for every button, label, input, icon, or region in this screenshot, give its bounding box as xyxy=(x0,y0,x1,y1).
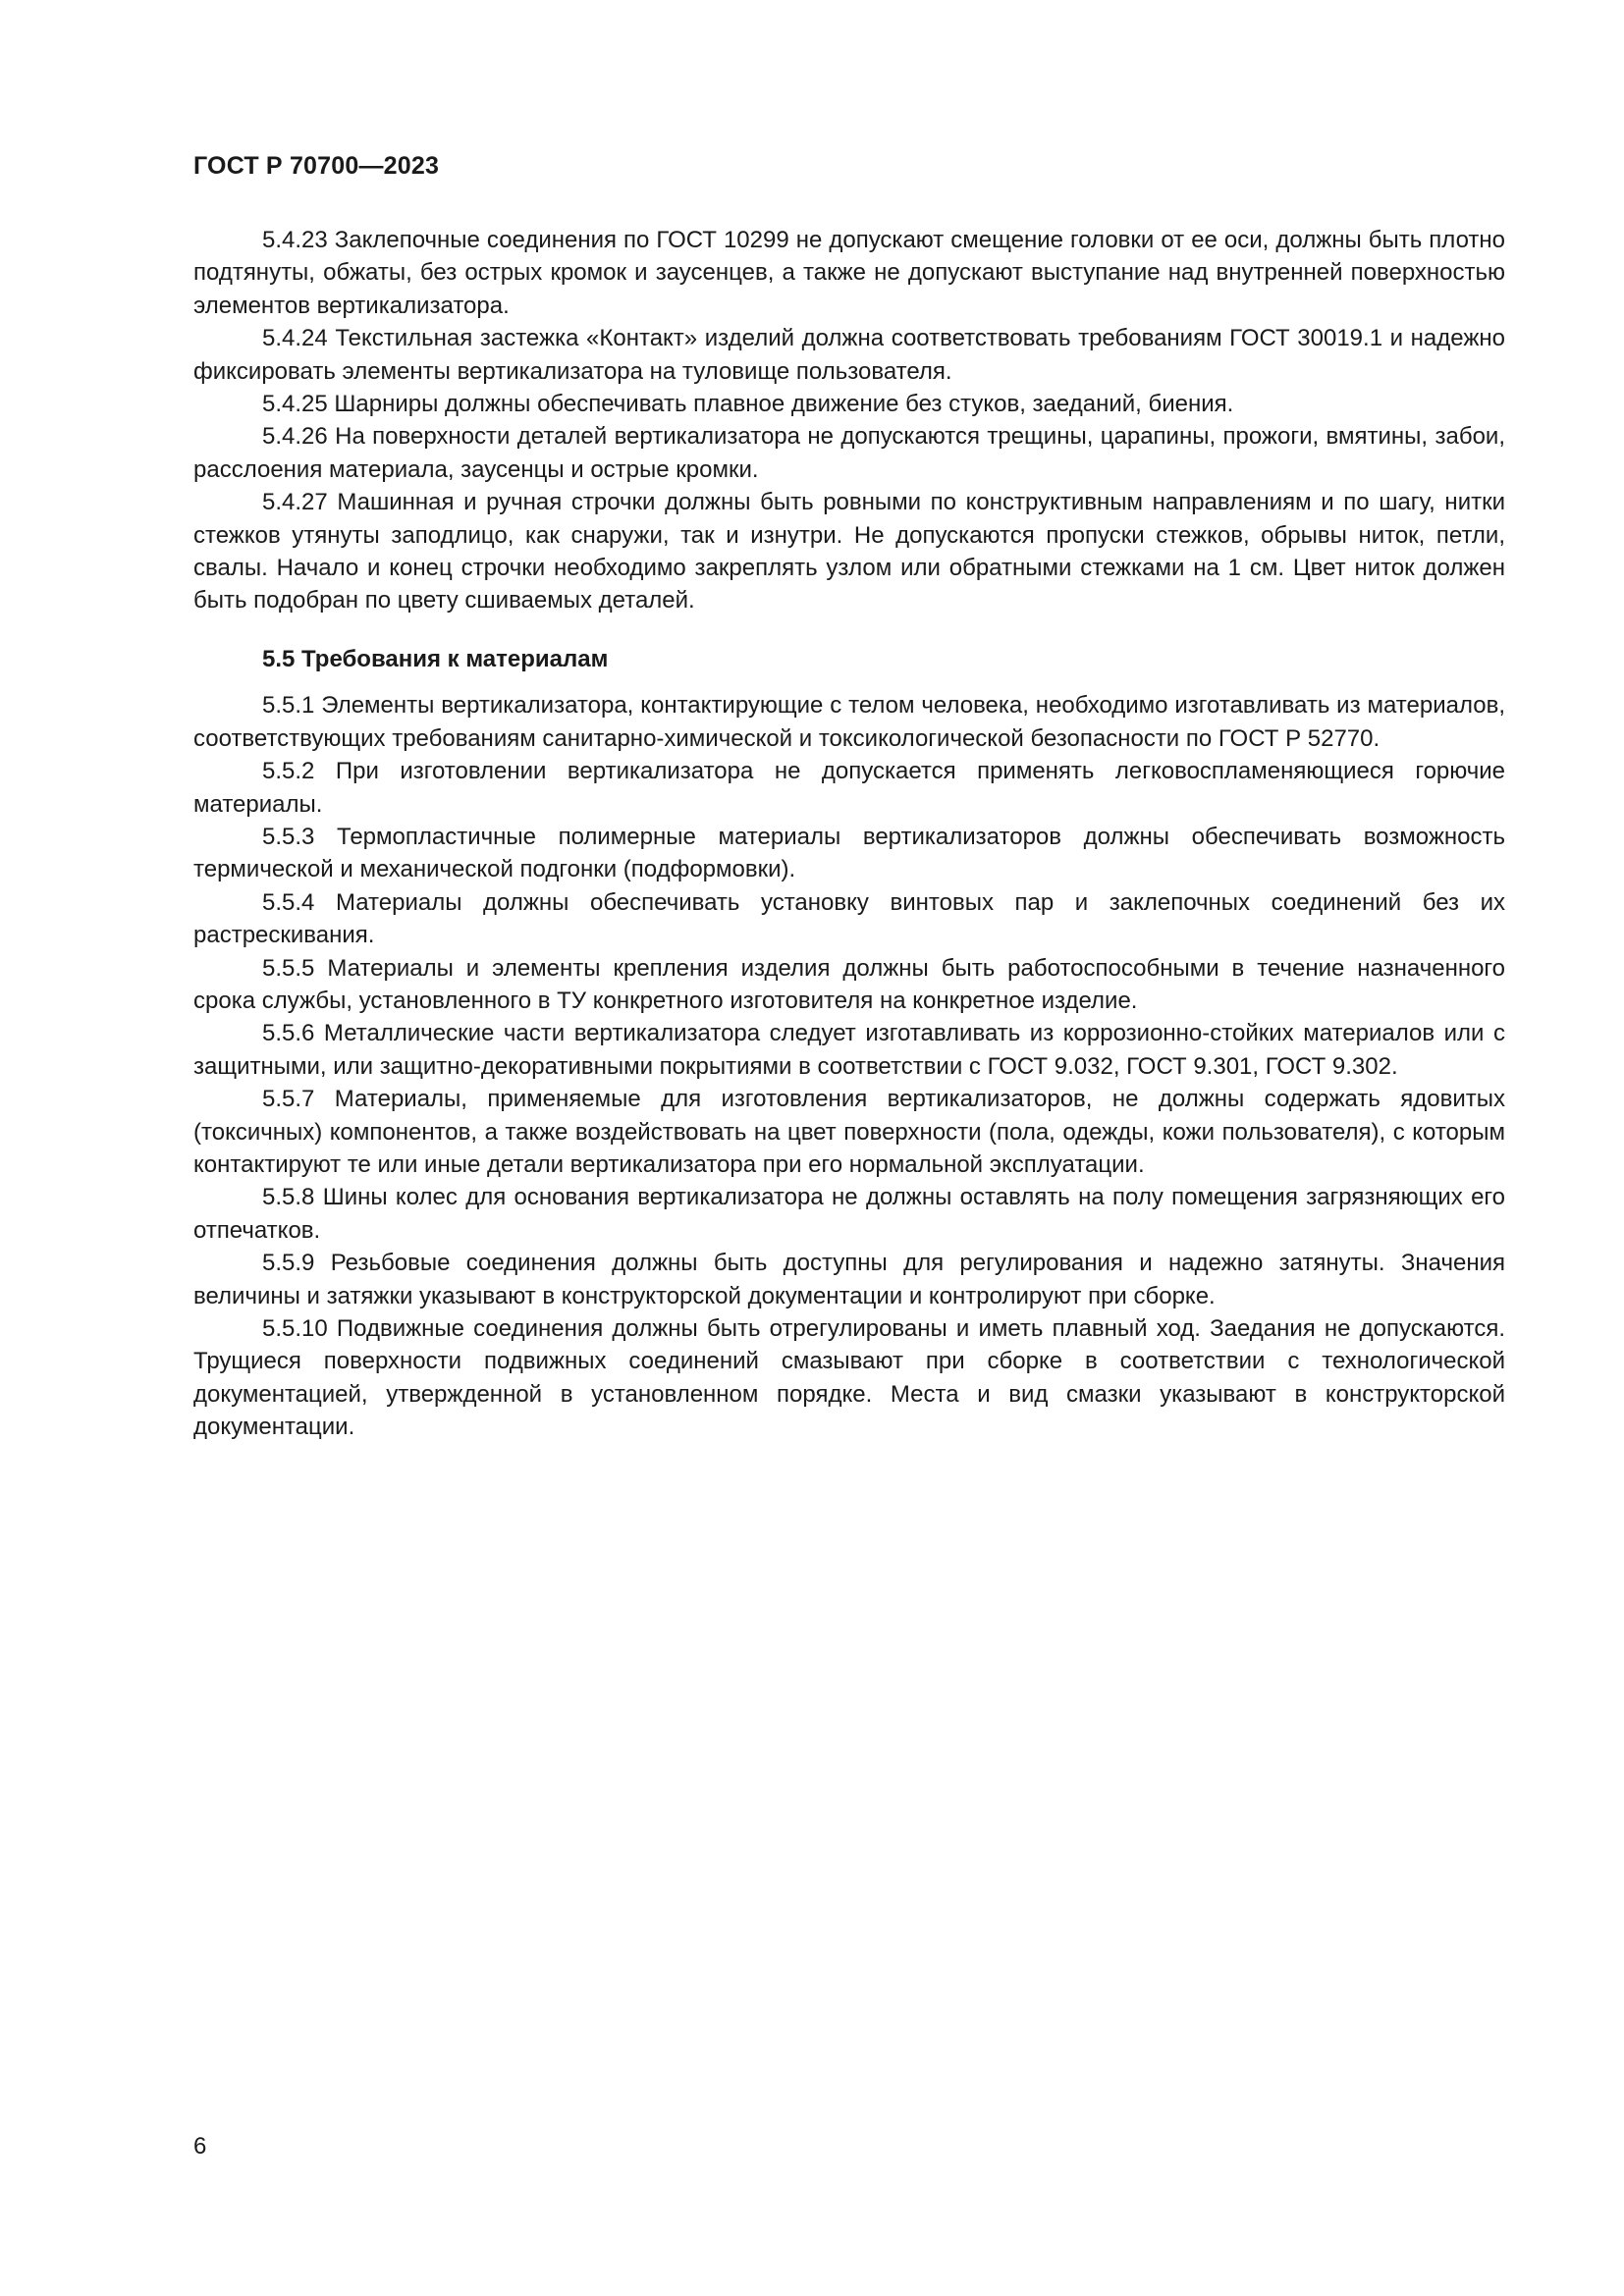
paragraph-5-5-9: 5.5.9 Резьбовые соединения должны быть доступны для регулирования и надежно затянуты. Значения величины и затяжки указывают в конструкторской документации и контролируют при сборке. xyxy=(193,1250,1505,1309)
paragraph-5-5-1: 5.5.1 Элементы вертикализатора, контактирующие с телом человека, необходимо изготавливать из материалов, соответствующих требованиям санитарно-химической и токсикологической безопасности по ГОСТ Р 52770. xyxy=(193,692,1505,752)
paragraph-5-4-23: 5.4.23 Заклепочные соединения по ГОСТ 10299 не допускают смещение головки от ее оси, должны быть плотно подтянуты, обжаты, без острых кромок и заусенцев, а также не допускают выступание над внутренней поверхностью элементов вертикализатора. xyxy=(193,227,1505,319)
paragraph-5-4-24: 5.4.24 Текстильная застежка «Контакт» изделий должна соответствовать требованиям ГОСТ 30019.1 и надежно фиксировать элементы вертикализатора на туловище пользователя. xyxy=(193,325,1505,385)
paragraph-5-5-5: 5.5.5 Материалы и элементы крепления изделия должны быть работоспособными в течение назначенного срока службы, установленного в ТУ конкретного изготовителя на конкретное изделие. xyxy=(193,954,1505,1014)
document-code-header: ГОСТ Р 70700—2023 xyxy=(193,152,440,180)
paragraph-5-4-25: 5.4.25 Шарниры должны обеспечивать плавное движение без стуков, заеданий, биения. xyxy=(262,391,1234,418)
section-heading-5-5: 5.5 Требования к материалам xyxy=(262,645,609,672)
paragraph-5-4-26: 5.4.26 На поверхности деталей вертикализатора не допускаются трещины, царапины, прожоги, вмятины, забои, расслоения материала, заусенцы и острые кромки. xyxy=(193,423,1505,483)
paragraph-5-5-6: 5.5.6 Металлические части вертикализатора следует изготавливать из коррозионно-стойких материалов или с защитными, или защитно-декоративными покрытиями в соответствии с ГОСТ 9.032, ГОСТ 9.301, ГОСТ 9.302. xyxy=(193,1020,1505,1080)
page-number: 6 xyxy=(193,2133,207,2160)
paragraph-5-5-2: 5.5.2 При изготовлении вертикализатора не допускается применять легковоспламеняющиеся горючие материалы. xyxy=(193,758,1505,818)
paragraph-5-5-3: 5.5.3 Термопластичные полимерные материалы вертикализаторов должны обеспечивать возможность термической и механической подгонки (подформовки). xyxy=(193,823,1505,883)
document-body xyxy=(193,224,1505,1444)
paragraph-5-4-27: 5.4.27 Машинная и ручная строчки должны быть ровными по конструктивным направлениям и по шагу, нитки стежков утянуты заподлицо, как снаружи, так и изнутри. Не допускаются пропуски стежков, обрывы ниток, петли, свалы. Начало и конец строчки необходимо закреплять узлом или обратными стежками на 1 см. Цвет ниток должен быть подобран по цвету сшиваемых деталей. xyxy=(193,489,1505,614)
paragraph-5-5-10: 5.5.10 Подвижные соединения должны быть отрегулированы и иметь плавный ход. Заедания не допускаются. Трущиеся поверхности подвижных соединений смазывают при сборке в соответствии с технологической документацией, утвержденной в установленном порядке. Места и вид смазки указывают в конструкторской документации. xyxy=(193,1315,1505,1441)
paragraph-5-5-7: 5.5.7 Материалы, применяемые для изготовления вертикализаторов, не должны содержать ядовитых (токсичных) компонентов, а также воздействовать на цвет поверхности (пола, одежды, кожи пользователя), с которым контактируют те или иные детали вертикализатора при его нормальной эксплуатации. xyxy=(193,1086,1505,1178)
paragraph-5-5-4: 5.5.4 Материалы должны обеспечивать установку винтовых пар и заклепочных соединений без их растрескивания. xyxy=(193,888,1505,949)
paragraph-5-5-8: 5.5.8 Шины колес для основания вертикализатора не должны оставлять на полу помещения загрязняющих его отпечатков. xyxy=(193,1184,1505,1244)
